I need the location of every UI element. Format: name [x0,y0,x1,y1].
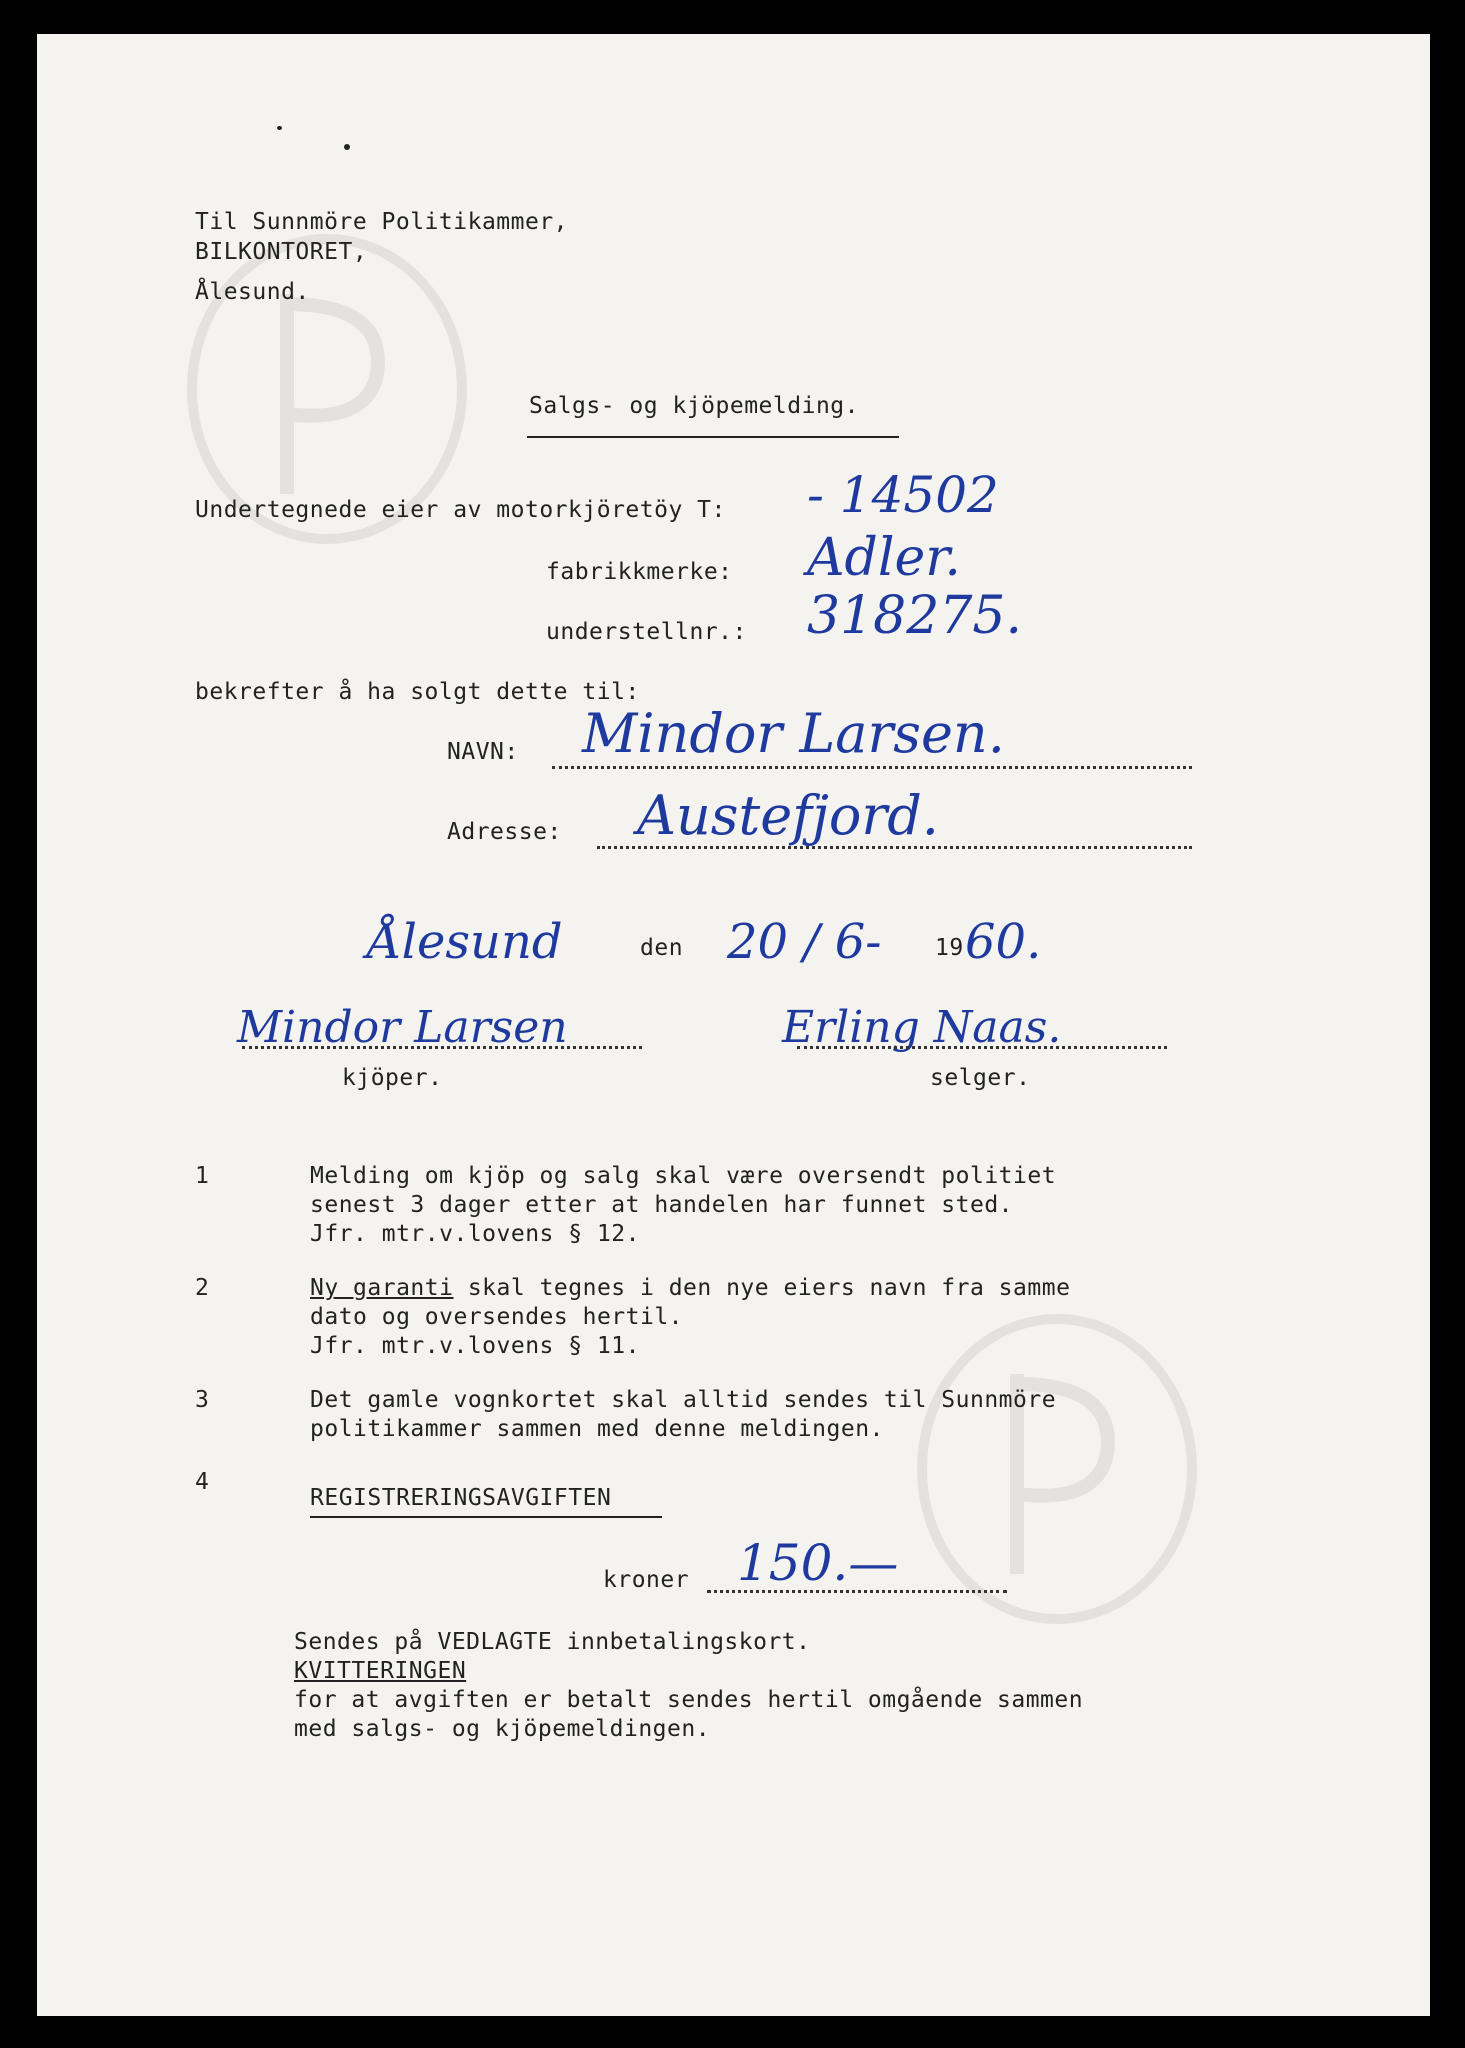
confirm-text: bekrefter å ha solgt dette til: [195,679,640,705]
note-1-line-2: senest 3 dager etter at handelen har funnet sted. [310,1192,1014,1218]
buyer-signature-label: kjöper. [342,1065,443,1091]
document-page [37,34,1430,2016]
footer-line-3: for at avgiften er betalt sendes hertil omgående sammen [294,1687,1084,1713]
registration-number: - 14502 [807,466,999,524]
seller-signature-line [797,1046,1167,1049]
note-4-heading: REGISTRERINGSAVGIFTEN [310,1485,612,1511]
address-line-2: BILKONTORET, [195,239,368,265]
fee-amount: 150.— [737,1534,899,1592]
note-3-line-2: politikammer sammen med denne meldingen. [310,1416,884,1442]
date-day-month: 20 / 6- [727,914,882,970]
chassis-value: 318275. [807,586,1023,646]
note-1-number: 1 [195,1163,210,1189]
vehicle-intro-label: Undertegnede eier av motorkjöretöy T: [195,497,726,523]
note-2-underlined-term: Ny garanti [310,1275,454,1301]
buyer-address-label: Adresse: [447,819,562,845]
note-4-number: 4 [195,1469,210,1495]
footer-line-4: med salgs- og kjöpemeldingen. [294,1716,711,1742]
note-2-number: 2 [195,1275,210,1301]
buyer-name-value: Mindor Larsen. [582,702,1005,765]
fee-kroner-label: kroner [603,1567,690,1593]
make-label: fabrikkmerke: [546,559,733,585]
title-underline [527,436,899,438]
note-3-line-1: Det gamle vognkortet skal alltid sendes til Sunnmöre [310,1387,1057,1413]
seller-signature: Erling Naas. [782,1002,1062,1053]
footer-line-2: KVITTERINGEN [294,1658,467,1684]
buyer-address-value: Austefjord. [637,784,939,847]
date-year-suffix: 60. [965,914,1042,970]
watermark-seal-bottom [907,1304,1207,1634]
seller-signature-label: selger. [930,1065,1031,1091]
buyer-name-line [552,766,1192,769]
date-year-prefix: 19 [935,935,964,961]
date-place: Ålesund [367,914,563,970]
note-2-line-1 [310,1274,1070,1303]
note-2-line-3: Jfr. mtr.v.lovens § 11. [310,1333,640,1359]
address-line-1: Til Sunnmöre Politikammer, [195,209,569,235]
date-den-label: den [640,935,684,961]
buyer-name-label: NAVN: [447,739,519,765]
footer-line-1: Sendes på VEDLAGTE innbetalingskort. [294,1629,811,1655]
note-3-number: 3 [195,1387,210,1413]
ink-speck [344,144,350,150]
note-4-heading-underline [310,1516,662,1518]
note-2-line-1-rest: skal tegnes i den nye eiers navn fra samme [453,1275,1071,1301]
note-2-line-2: dato og oversendes hertil. [310,1304,684,1330]
buyer-signature-line [242,1046,642,1049]
note-1-line-1: Melding om kjöp og salg skal være oversendt politiet [310,1163,1057,1189]
address-line-3: Ålesund. [195,279,310,305]
chassis-label: understellnr.: [546,619,747,645]
make-value: Adler. [807,528,961,588]
ink-speck [277,126,282,130]
note-1-line-3: Jfr. mtr.v.lovens § 12. [310,1221,640,1247]
document-title: Salgs- og kjöpemelding. [529,393,859,419]
buyer-signature: Mindor Larsen [237,1002,568,1053]
